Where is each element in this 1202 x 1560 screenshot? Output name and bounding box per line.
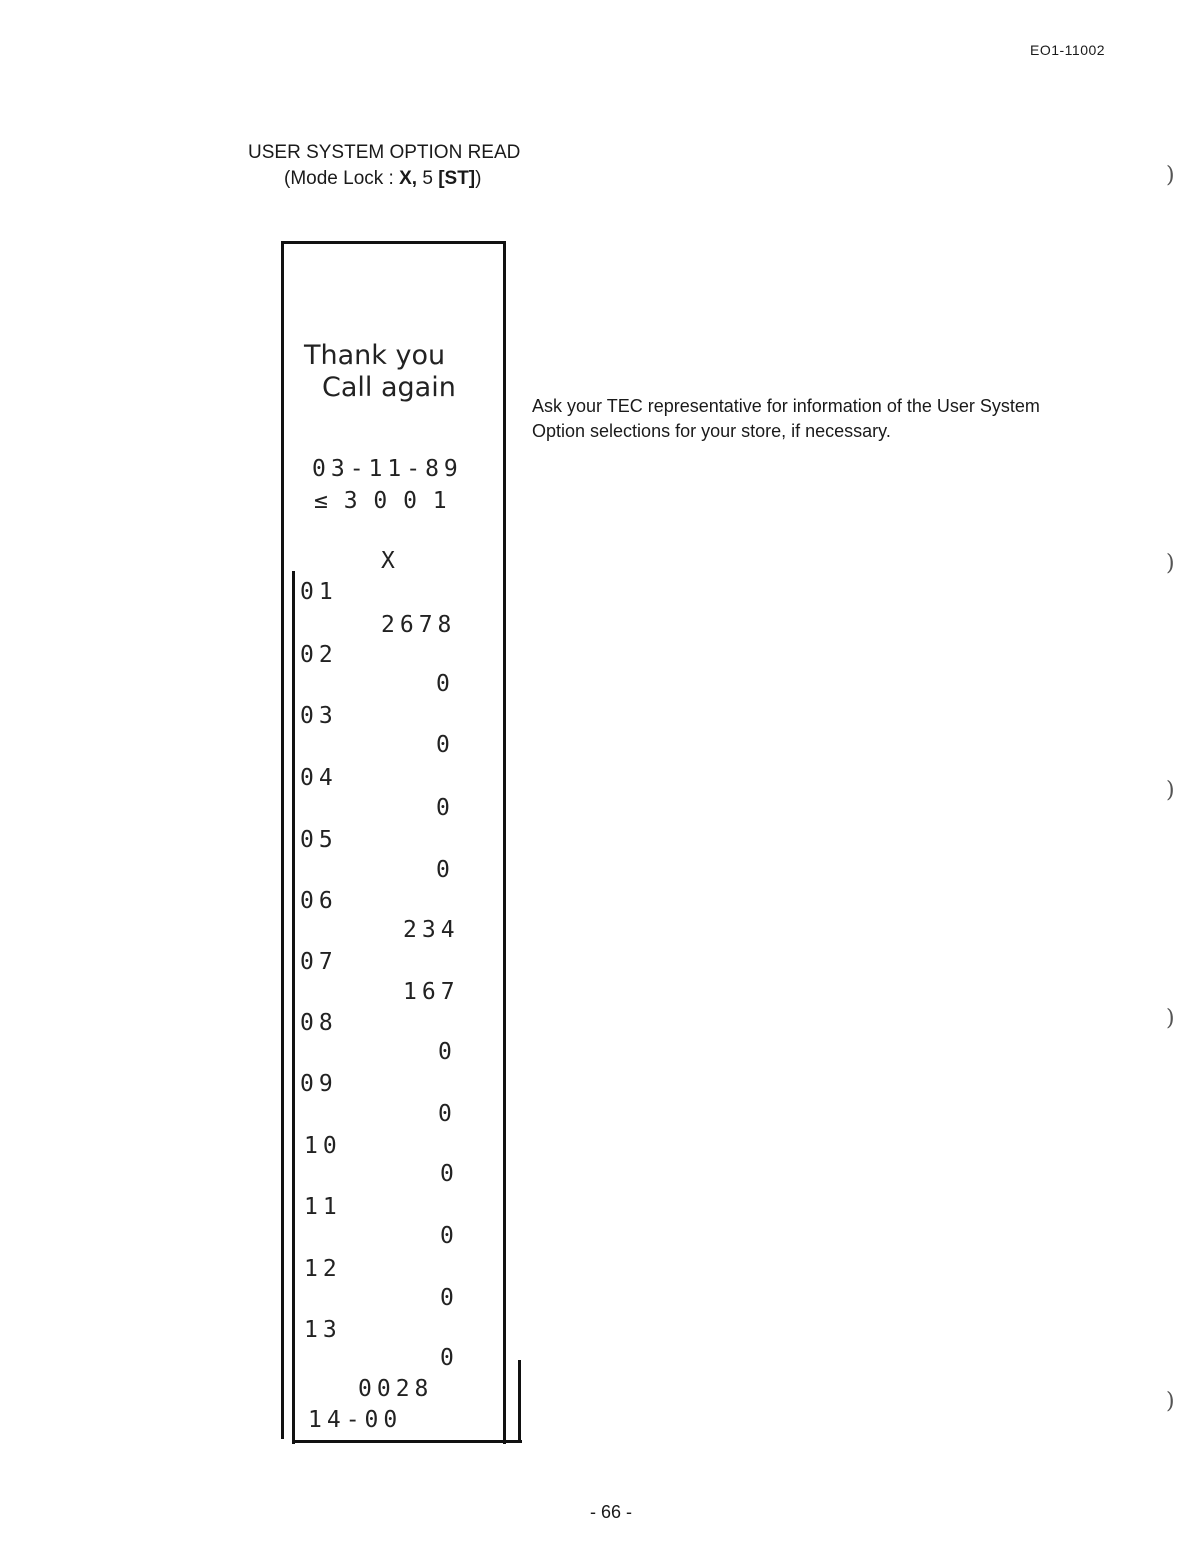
receipt-frame-right-tab <box>518 1360 521 1443</box>
receipt-value: 0 <box>440 1285 459 1311</box>
receipt-frame-right-edge <box>503 241 506 1444</box>
document-code: EO1-11002 <box>1030 42 1106 58</box>
receipt-code: 02 <box>300 642 338 668</box>
receipt-value: 0 <box>440 1161 459 1187</box>
receipt-value: 0 <box>440 1223 459 1249</box>
receipt-greeting-line2: Call again <box>322 372 456 403</box>
receipt-consecutive-number: 0028 <box>358 1376 434 1402</box>
receipt-code: 03 <box>300 703 338 729</box>
instruction-note: Ask your TEC representative for information of the User System Option selections for your store, if necessary. <box>532 396 1040 441</box>
receipt-code: 13 <box>304 1317 342 1343</box>
receipt-code: 07 <box>300 949 338 975</box>
margin-mark: ) <box>1166 551 1175 576</box>
receipt-value: 2678 <box>381 612 457 638</box>
margin-mark: ) <box>1166 1006 1175 1031</box>
receipt-value: 0 <box>436 671 455 697</box>
receipt-value: 0 <box>438 1101 457 1127</box>
receipt-time: 14-00 <box>308 1407 403 1433</box>
margin-mark: ) <box>1166 778 1175 803</box>
receipt-code: 12 <box>304 1256 342 1282</box>
receipt-value: 0 <box>436 732 455 758</box>
receipt-greeting-line1: Thank you <box>304 340 446 371</box>
mode-lock-line: (Mode Lock : X, 5 [ST]) <box>284 168 482 189</box>
receipt-code: 11 <box>304 1194 342 1220</box>
page-number: - 66 - <box>590 1502 633 1522</box>
receipt-code: 09 <box>300 1071 338 1097</box>
receipt-code: 01 <box>300 579 338 605</box>
section-heading <box>248 140 520 192</box>
st-key: [ST] <box>438 168 476 189</box>
receipt-date: 03-11-89 <box>312 456 463 482</box>
receipt-value: 0 <box>438 1039 457 1065</box>
heading-title: USER SYSTEM OPTION READ <box>248 142 521 163</box>
receipt-mode: X <box>381 548 400 574</box>
receipt-value: 0 <box>436 795 455 821</box>
receipt-frame-inner-edge <box>292 571 295 1444</box>
receipt-code: 05 <box>300 827 338 853</box>
receipt-frame-bottom-edge <box>292 1440 522 1443</box>
receipt-register-number: ≤ 3 0 0 1 <box>314 488 448 514</box>
receipt-code: 06 <box>300 888 338 914</box>
receipt-value: 0 <box>440 1345 459 1371</box>
receipt-value: 167 <box>403 979 460 1005</box>
receipt-code: 04 <box>300 765 338 791</box>
receipt-code: 10 <box>304 1133 342 1159</box>
receipt-value: 234 <box>403 917 460 943</box>
receipt-code: 08 <box>300 1010 338 1036</box>
mode-key: X, <box>399 168 418 189</box>
margin-mark: ) <box>1166 1389 1175 1414</box>
receipt-value: 0 <box>436 857 455 883</box>
margin-mark: ) <box>1166 163 1175 188</box>
